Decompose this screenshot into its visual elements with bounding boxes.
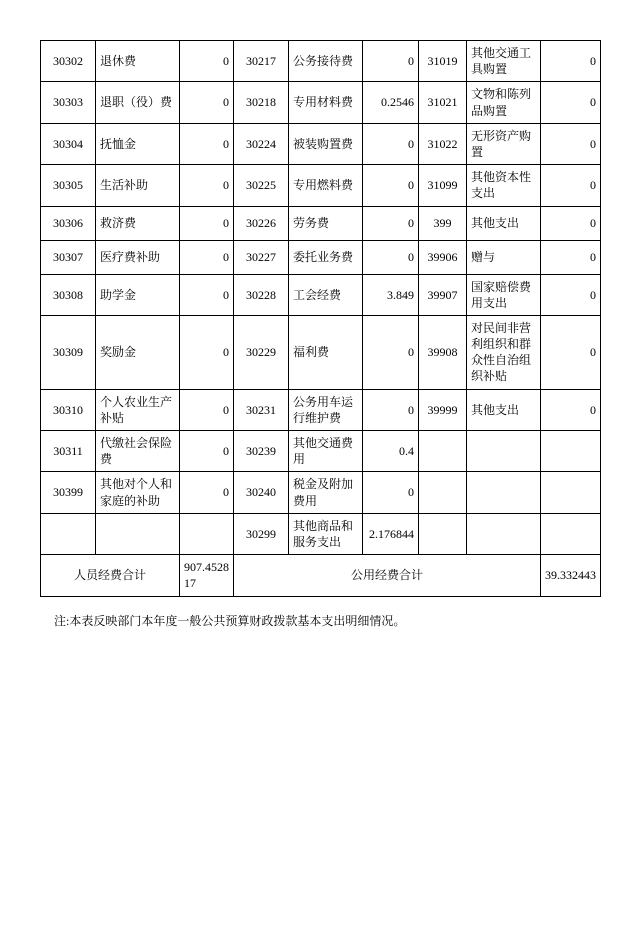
table-cell-code: 39999 xyxy=(419,389,467,430)
table-cell-name: 退休费 xyxy=(96,41,180,82)
public-total-value: 39.332443 xyxy=(541,555,601,596)
table-cell-value: 0 xyxy=(363,165,419,206)
table-cell-value: 0 xyxy=(541,123,601,164)
table-cell-code: 39906 xyxy=(419,240,467,274)
table-note: 注:本表反映部门本年度一般公共预算财政拨款基本支出明细情况。 xyxy=(54,613,406,628)
personnel-total-label: 人员经费合计 xyxy=(41,555,180,596)
table-cell-name: 其他商品和服务支出 xyxy=(289,513,363,554)
table-row xyxy=(41,82,601,123)
table-cell-value: 0 xyxy=(541,206,601,240)
table-cell-code: 30308 xyxy=(41,274,96,315)
table-cell-code: 30229 xyxy=(234,315,289,389)
table-cell-code: 30310 xyxy=(41,389,96,430)
table-cell-code: 39907 xyxy=(419,274,467,315)
expenditure-detail-table xyxy=(40,40,601,597)
table-cell-name: 其他交通费用 xyxy=(289,431,363,472)
table-cell-name: 劳务费 xyxy=(289,206,363,240)
table-cell-name: 其他对个人和家庭的补助 xyxy=(96,472,180,513)
document-page xyxy=(0,40,636,940)
table-cell-name: 救济费 xyxy=(96,206,180,240)
table-cell-value: 0 xyxy=(541,274,601,315)
table-cell-code xyxy=(419,431,467,472)
table-cell-name: 奖励金 xyxy=(96,315,180,389)
table-cell-code: 30218 xyxy=(234,82,289,123)
table-cell-code: 30239 xyxy=(234,431,289,472)
table-cell-name: 其他资本性支出 xyxy=(467,165,541,206)
table-cell-name: 对民间非营利组织和群众性自治组织补贴 xyxy=(467,315,541,389)
table-cell-name: 文物和陈列品购置 xyxy=(467,82,541,123)
table-cell-code: 30309 xyxy=(41,315,96,389)
table-cell-code: 30304 xyxy=(41,123,96,164)
table-row xyxy=(41,123,601,164)
table-cell-code: 31021 xyxy=(419,82,467,123)
table-cell-value xyxy=(541,431,601,472)
table-cell-name: 其他支出 xyxy=(467,389,541,430)
table-cell-code: 30226 xyxy=(234,206,289,240)
table-row xyxy=(41,315,601,389)
table-cell-code: 30224 xyxy=(234,123,289,164)
table-cell-name: 专用材料费 xyxy=(289,82,363,123)
table-cell-code: 30305 xyxy=(41,165,96,206)
table-cell-name: 生活补助 xyxy=(96,165,180,206)
table-cell-code xyxy=(419,513,467,554)
table-row xyxy=(41,513,601,554)
table-cell-value: 0 xyxy=(363,41,419,82)
table-cell-value: 0 xyxy=(363,123,419,164)
table-row xyxy=(41,240,601,274)
table-cell-code: 30240 xyxy=(234,472,289,513)
table-cell-value: 0 xyxy=(180,165,234,206)
table-cell-value: 0 xyxy=(541,389,601,430)
table-cell-value: 0 xyxy=(180,472,234,513)
table-cell-name: 代缴社会保险费 xyxy=(96,431,180,472)
table-cell-code: 30306 xyxy=(41,206,96,240)
table-row xyxy=(41,41,601,82)
table-cell-value: 0 xyxy=(363,240,419,274)
table-row xyxy=(41,389,601,430)
table-cell-value xyxy=(180,513,234,554)
table-cell-code: 30227 xyxy=(234,240,289,274)
table-cell-name: 工会经费 xyxy=(289,274,363,315)
table-cell-value xyxy=(541,513,601,554)
table-cell-value: 0 xyxy=(180,315,234,389)
table-cell-value: 0 xyxy=(363,206,419,240)
table-cell-code: 30307 xyxy=(41,240,96,274)
table-cell-name xyxy=(467,472,541,513)
table-cell-name xyxy=(467,513,541,554)
table-cell-value: 0 xyxy=(180,82,234,123)
table-cell-code: 30231 xyxy=(234,389,289,430)
table-row xyxy=(41,431,601,472)
table-cell-code: 399 xyxy=(419,206,467,240)
table-cell-code xyxy=(419,472,467,513)
table-cell-code: 31019 xyxy=(419,41,467,82)
table-cell-value: 0 xyxy=(541,315,601,389)
public-total-label: 公用经费合计 xyxy=(234,555,541,596)
table-cell-code: 30225 xyxy=(234,165,289,206)
table-cell-code: 30299 xyxy=(234,513,289,554)
table-cell-name: 其他交通工具购置 xyxy=(467,41,541,82)
table-cell-value: 0 xyxy=(541,82,601,123)
table-cell-value: 0 xyxy=(180,274,234,315)
table-cell-value: 0.2546 xyxy=(363,82,419,123)
table-cell-value: 0.4 xyxy=(363,431,419,472)
table-cell-value: 0 xyxy=(363,315,419,389)
table-cell-name: 其他支出 xyxy=(467,206,541,240)
table-cell-code: 30302 xyxy=(41,41,96,82)
table-row xyxy=(41,274,601,315)
table-cell-value: 0 xyxy=(180,206,234,240)
table-row xyxy=(41,472,601,513)
table-cell-value: 0 xyxy=(541,240,601,274)
table-cell-code: 30303 xyxy=(41,82,96,123)
table-cell-name: 无形资产购置 xyxy=(467,123,541,164)
table-cell-code xyxy=(41,513,96,554)
table-cell-value: 0 xyxy=(363,389,419,430)
table-cell-name: 抚恤金 xyxy=(96,123,180,164)
table-footer xyxy=(41,555,601,596)
table-body xyxy=(41,41,601,555)
table-cell-value: 0 xyxy=(541,41,601,82)
table-cell-name: 助学金 xyxy=(96,274,180,315)
table-cell-name: 福利费 xyxy=(289,315,363,389)
table-cell-code: 30217 xyxy=(234,41,289,82)
table-cell-value xyxy=(541,472,601,513)
table-cell-name: 专用燃料费 xyxy=(289,165,363,206)
table-cell-name: 委托业务费 xyxy=(289,240,363,274)
table-cell-value: 0 xyxy=(363,472,419,513)
table-row xyxy=(41,206,601,240)
table-cell-name: 退职（役）费 xyxy=(96,82,180,123)
table-cell-value: 0 xyxy=(180,431,234,472)
table-cell-name: 赠与 xyxy=(467,240,541,274)
table-cell-value: 0 xyxy=(180,389,234,430)
table-cell-value: 2.176844 xyxy=(363,513,419,554)
table-cell-name: 公务接待费 xyxy=(289,41,363,82)
table-cell-value: 0 xyxy=(541,165,601,206)
table-cell-code: 30228 xyxy=(234,274,289,315)
table-cell-name: 公务用车运行维护费 xyxy=(289,389,363,430)
table-cell-value: 3.849 xyxy=(363,274,419,315)
table-cell-code: 30311 xyxy=(41,431,96,472)
table-cell-name: 个人农业生产补贴 xyxy=(96,389,180,430)
table-cell-name xyxy=(467,431,541,472)
personnel-total-value: 907.452817 xyxy=(180,555,234,596)
table-cell-value: 0 xyxy=(180,123,234,164)
table-cell-code: 30399 xyxy=(41,472,96,513)
totals-row xyxy=(41,555,601,596)
table-cell-name: 被装购置费 xyxy=(289,123,363,164)
table-cell-value: 0 xyxy=(180,41,234,82)
table-cell-code: 31099 xyxy=(419,165,467,206)
table-row xyxy=(41,165,601,206)
table-cell-code: 31022 xyxy=(419,123,467,164)
table-cell-name: 税金及附加费用 xyxy=(289,472,363,513)
table-cell-name xyxy=(96,513,180,554)
table-cell-name: 医疗费补助 xyxy=(96,240,180,274)
table-cell-name: 国家赔偿费用支出 xyxy=(467,274,541,315)
table-cell-value: 0 xyxy=(180,240,234,274)
table-cell-code: 39908 xyxy=(419,315,467,389)
